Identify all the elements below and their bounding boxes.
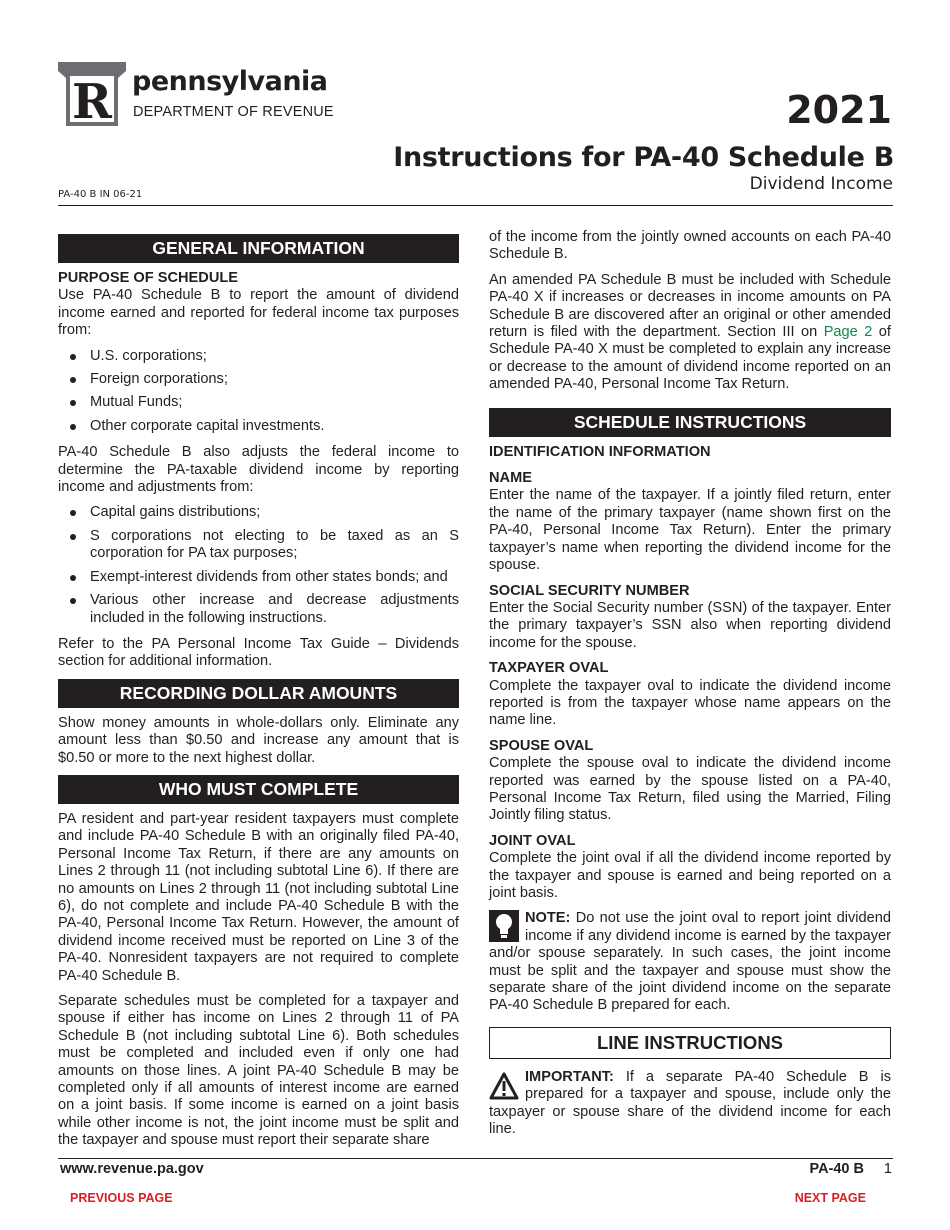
note-text: Do not use the joint oval to report joint dividend income if any dividend income is earned by the taxpayer and/or spouse separately. In such cases, the joint income must be split and the taxpayer and spouse must show the separate share of the joint dividend income on the separate PA-40 Schedule B prepared for each. xyxy=(489,910,891,1014)
list-item: Other corporate capital investments. xyxy=(58,418,459,435)
right-column xyxy=(489,229,891,1146)
spouse-oval-text: Complete the spouse oval to indicate the dividend income reported was earned by the spouse listed on a PA-40, Personal Income Tax Return, filed using the Married, Filing Jointly filing status. xyxy=(489,755,891,824)
ssn-text: Enter the Social Security number (SSN) of the taxpayer. Enter the primary taxpayer’s SSN also when reporting dividend income for the spouse. xyxy=(489,599,891,651)
list-item: Exempt-interest dividends from other states bonds; and xyxy=(58,569,459,586)
who-text-2: Separate schedules must be completed for a taxpayer and spouse if either has income on Lines 2 through 11 of PA Schedule B (not including subtotal Line 6). Both schedules must be completed and included even if only one had amounts on those lines. A joint PA-40 Schedule B may be completed only if all amounts of interest income are earned on a joint basis. If some income is earned on a joint basis while other income is not, the joint income must be split and the taxpayer and spouse must report their separate share xyxy=(58,993,459,1149)
lightbulb-icon xyxy=(489,910,519,942)
website-url[interactable]: www.revenue.pa.gov xyxy=(60,1161,204,1177)
note-label: NOTE: xyxy=(525,910,571,927)
adjust-text: PA-40 Schedule B also adjusts the federal income to determine the PA-taxable dividend income by reporting income and adjustments from: xyxy=(58,444,459,496)
joint-oval-heading: JOINT OVAL xyxy=(489,832,576,849)
tax-year: 2021 xyxy=(786,88,892,132)
important-label: IMPORTANT: xyxy=(525,1068,614,1085)
warning-icon xyxy=(489,1069,519,1101)
footer-form-code: PA-40 B xyxy=(809,1161,864,1177)
taxpayer-oval-text: Complete the taxpayer oval to indicate the dividend income reported is from the taxpayer whose name appears on the name line. xyxy=(489,677,891,729)
page-number: 1 xyxy=(883,1161,892,1177)
purpose-list xyxy=(58,348,459,436)
spouse-oval-heading: SPOUSE OVAL xyxy=(489,737,594,754)
recording-text: Show money amounts in whole-dollars only. Eliminate any amount less than $0.50 and increase any amount that is $0.50 or more to the next highest dollar. xyxy=(58,714,459,766)
continued-text: of the income from the jointly owned accounts on each PA-40 Schedule B. xyxy=(489,229,891,263)
form-code: PA-40 B IN 06-21 xyxy=(58,189,143,200)
important-paragraph xyxy=(489,1069,891,1139)
list-item: Mutual Funds; xyxy=(58,394,459,411)
list-item: Foreign corporations; xyxy=(58,371,459,388)
logo-department: DEPARTMENT OF REVENUE xyxy=(133,104,334,120)
page-title: Instructions for PA-40 Schedule B xyxy=(393,142,894,173)
purpose-heading: PURPOSE OF SCHEDULE xyxy=(58,270,239,286)
who-text-1: PA resident and part-year resident taxpayers must complete and include PA-40 Schedule B with an originally filed PA-40, Personal Income Tax Return, if there are any amounts on Lines 2 through 11 (not including subtotal Line 6). If there are no amounts on Lines 2 through 11 (not including subtotal Line 6), do not complete and include PA-40 Schedule B with the PA-40, Personal Income Tax Return. However, the amount of dividend income received must be reported on Line 3 of the PA-40. Nonresident taxpayers are not required to complete PA-40 Schedule B. xyxy=(58,810,459,984)
page-2-link[interactable]: Page 2 xyxy=(823,324,873,341)
left-column xyxy=(58,234,459,1158)
joint-oval-text: Complete the joint oval if all the dividend income reported by the taxpayer and spouse is earned and being reported on a joint basis. xyxy=(489,850,891,901)
general-information-heading: GENERAL INFORMATION xyxy=(58,234,459,263)
purpose-text: Use PA-40 Schedule B to report the amount of dividend income earned and reported for federal income tax purposes from: xyxy=(58,287,459,339)
list-item: U.S. corporations; xyxy=(58,348,459,365)
important-text: If a separate PA-40 Schedule B is prepared for a taxpayer and spouse, include only the taxpayer or spouse share of the dividend income for each line. xyxy=(489,1068,892,1138)
name-text: Enter the name of the taxpayer. If a jointly filed return, enter the name of the primary taxpayer (name shown first on the PA-40, Personal Income Tax Return). Enter the primary taxpayer’s name when reporting the dividend income for the spouse. xyxy=(489,487,891,574)
amended-paragraph xyxy=(489,272,891,394)
taxpayer-oval-heading: TAXPAYER OVAL xyxy=(489,660,609,677)
header-rule xyxy=(58,205,893,206)
schedule-instructions-heading: SCHEDULE INSTRUCTIONS xyxy=(489,408,891,437)
footer-rule xyxy=(58,1158,893,1159)
line-instructions-heading: LINE INSTRUCTIONS xyxy=(489,1027,891,1059)
logo-name: pennsylvania xyxy=(132,66,328,97)
who-must-complete-heading: WHO MUST COMPLETE xyxy=(58,775,459,804)
amended-text-2: of Schedule PA-40 X must be completed to explain any increase or decrease to the amount of dividend income reported on an amended PA-40, Personal Income Tax Return. xyxy=(489,324,891,393)
previous-page-link[interactable]: PREVIOUS PAGE xyxy=(70,1191,173,1205)
ssn-heading: SOCIAL SECURITY NUMBER xyxy=(489,582,690,599)
page-subtitle: Dividend Income xyxy=(749,174,893,194)
list-item: Capital gains distributions; xyxy=(58,504,459,521)
identification-heading: IDENTIFICATION INFORMATION xyxy=(489,443,711,460)
list-item: Various other increase and decrease adjustments included in the following instructions. xyxy=(58,592,459,627)
next-page-link[interactable]: NEXT PAGE xyxy=(794,1191,866,1205)
adjust-list xyxy=(58,504,459,626)
keystone-logo xyxy=(58,62,126,126)
note-paragraph xyxy=(489,910,891,1014)
amended-text-1: An amended PA Schedule B must be included with Schedule PA-40 X if increases or decreases in income amounts on PA Schedule B are discovered after an original or other amended return is filed with the department. Section III on xyxy=(489,271,891,341)
logo-letter: R xyxy=(72,74,112,126)
name-heading: NAME xyxy=(489,470,532,487)
refer-text: Refer to the PA Personal Income Tax Guide – Dividends section for additional information. xyxy=(58,635,459,670)
recording-dollar-amounts-heading: RECORDING DOLLAR AMOUNTS xyxy=(58,679,459,708)
list-item: S corporations not electing to be taxed as an S corporation for PA tax purposes; xyxy=(58,528,459,563)
